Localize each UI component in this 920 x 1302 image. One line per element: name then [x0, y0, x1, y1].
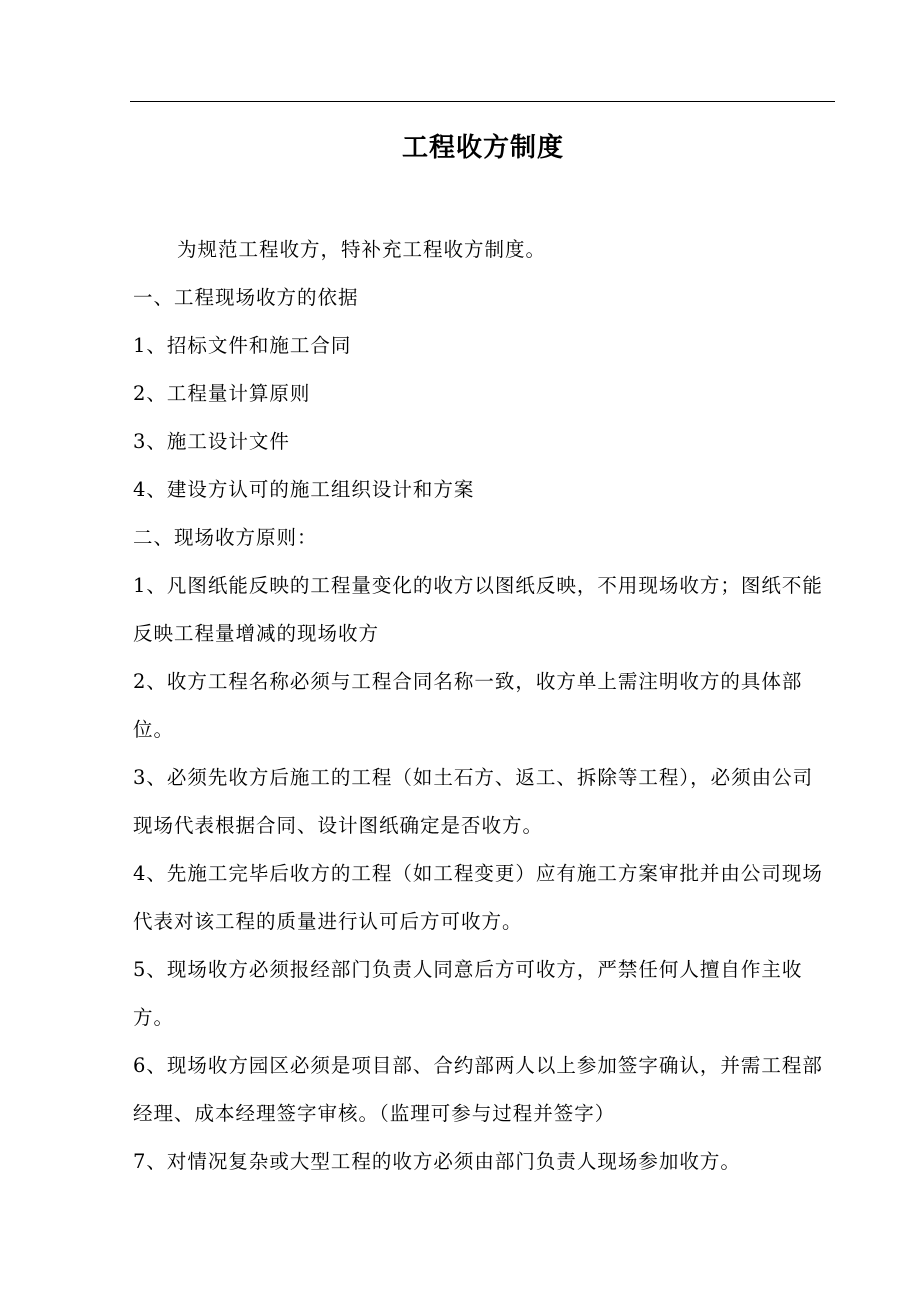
section-2-item-2: 2、收方工程名称必须与工程合同名称一致，收方单上需注明收方的具体部位。	[133, 670, 803, 741]
section-2-item-1: 1、凡图纸能反映的工程量变化的收方以图纸反映，不用现场收方；图纸不能反映工程量增减的现场收方	[133, 574, 823, 645]
section-1-item-3: 3、施工设计文件	[133, 430, 290, 453]
section-1-heading: 一、工程现场收方的依据	[133, 286, 359, 309]
intro-paragraph: 为规范工程收方，特补充工程收方制度。	[177, 238, 547, 261]
header-rule	[130, 101, 835, 102]
section-2-item-7: 7、对情况复杂或大型工程的收方必须由部门负责人现场参加收方。	[133, 1150, 741, 1173]
section-2-item-4: 4、先施工完毕后收方的工程（如工程变更）应有施工方案审批并由公司现场代表对该工程的质量进行认可后方可收方。	[133, 862, 823, 933]
document-body	[133, 226, 833, 1186]
section-2-item-3: 3、必须先收方后施工的工程（如土石方、返工、拆除等工程），必须由公司现场代表根据合同、设计图纸确定是否收方。	[133, 766, 814, 837]
section-2-item-5: 5、现场收方必须报经部门负责人同意后方可收方，严禁任何人擅自作主收方。	[133, 958, 803, 1029]
document-title: 工程收方制度	[401, 133, 564, 163]
section-2-heading: 二、现场收方原则：	[133, 526, 318, 549]
section-2-item-6: 6、现场收方园区必须是项目部、合约部两人以上参加签字确认，并需工程部经理、成本经理签字审核。（监理可参与过程并签字）	[133, 1054, 823, 1125]
section-1-item-1: 1、招标文件和施工合同	[133, 334, 352, 357]
section-1-item-4: 4、建设方认可的施工组织设计和方案	[133, 478, 475, 501]
section-1-item-2: 2、工程量计算原则	[133, 382, 311, 405]
